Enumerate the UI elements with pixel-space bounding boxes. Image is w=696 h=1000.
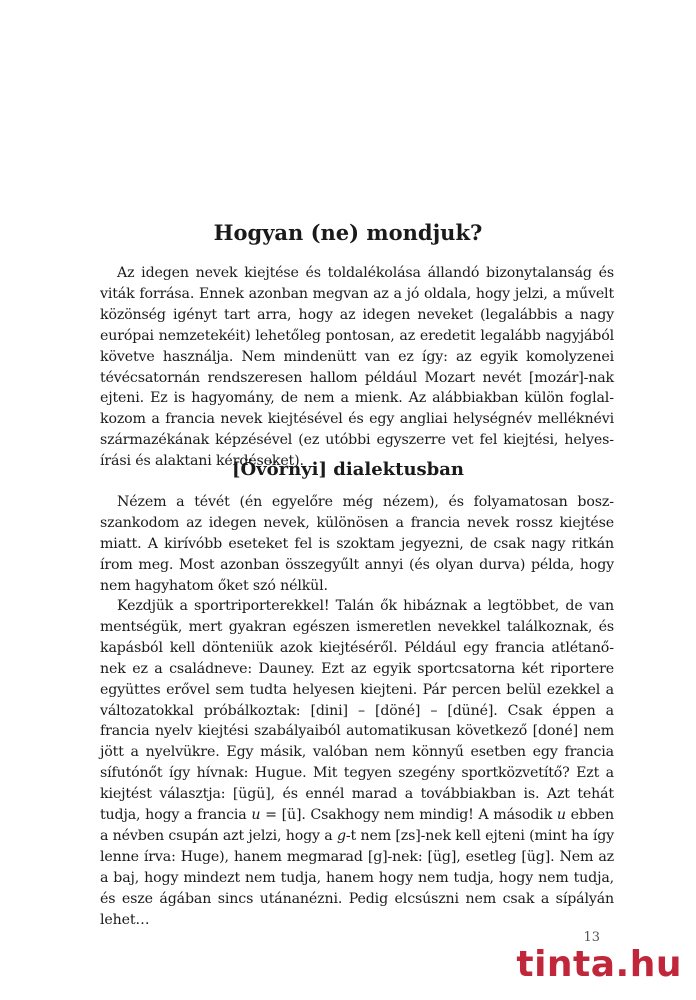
section-paragraph-1: Nézem a tévét (én egyelőre még nézem), és folyamatosan boszszankodom az idegen nevek, különösen a francia nevek rossz kiejtése miatt. A kirívóbb eseteket fel is szoktam jegyezni, de csak nagy ritkán írom meg. Most azonban összegyűlt annyi (és olyan durva) példa, hogy nem hagyhatom őket szó nélkül.: [100, 494, 614, 594]
page-number: 13: [583, 930, 600, 945]
page-title: Hogyan (ne) mondjuk?: [213, 220, 483, 245]
section-title: [Övörnyi] dialektusban: [231, 459, 465, 480]
section-paragraph-2-start: Kezdjük a sportriporterekkel! Talán ők hibáznak a legtöbbet, de van mentségük, mert gyakran egészen ismeretlen nevekkel találkoznak, és kapásból kell dönteniük azok kiejtéséről. Például egy francia atlétanőnek ez a családneve: Dauney. Ezt az egyik sportcsatorna két riportere együttes erővel sem tudta helyesen kiejteni. Pár percen belül ezekkel a változatokkal próbálkoztak: [dini] – [döné] – [düné]. Csak éppen a francia nyelv kiejtési szabályaiból automatikusan következő [doné] nem jött a nyelvükre. Egy másik, valóban nem könnyű esetben egy francia sífutónőt így hívnak: Hugue. Mit tegyen szegény sportközvetítő? Ezt a kiejtést választja: [ügü], és ennél marad a továbbiakban is. Azt tehát tudja, hogy a francia: [100, 598, 614, 824]
section-paragraph-2: [100, 596, 614, 931]
section-paragraph-2-mid-1: = [ü]. Csakhogy nem mindig! A második: [260, 807, 557, 824]
section-paragraph-2-end: -t nem [zs]-nek kell ejteni (mint ha így lenne írva: Huge), hanem megmarad [g]-nek: [üg], esetleg [üg]. Nem az a baj, hogy mindezt nem tudja, hanem hogy nem tudja, hogy nem tudja, és esze ágában sincs utánanézni. Pedig elcsúszni nem csak a sípályán lehet…: [100, 827, 615, 928]
tinta-logo: tinta.hu: [516, 944, 682, 985]
italic-letter-u: u: [251, 807, 261, 824]
section-paragraph-2-mid-2: ebben a névben csupán azt jelzi, hogy a: [100, 807, 614, 844]
intro-paragraph: Az idegen nevek kiejtése és toldalékolása állandó bizonytalanság és viták forrása. Ennek azonban megvan az a jó oldala, hogy jelzi, a művelt közönség igényt tart arra, hogy az idegen neveket (legalábbis a nagy európai nemzetekéit) lehetőleg pontosan, az eredetit legalább nagyjából követve használja. Nem mindenütt van ez így: az egyik komolyzenei tévécsatornán rendszeresen hallom például Mozart nevét [mozár]-nak ejteni. Ez is hagyomány, de nem a mienk. Az alábbiakban külön foglalkozom a francia nevek kiejtésével és egy angliai helységnév melléknévi származékának képzésével (ez utóbbi egyszerre vet fel kiejtési, helyesírási és alaktani kérdéseket).: [100, 265, 614, 470]
italic-letter-g: g: [336, 827, 346, 844]
italic-letter-u-second: u: [556, 807, 566, 824]
